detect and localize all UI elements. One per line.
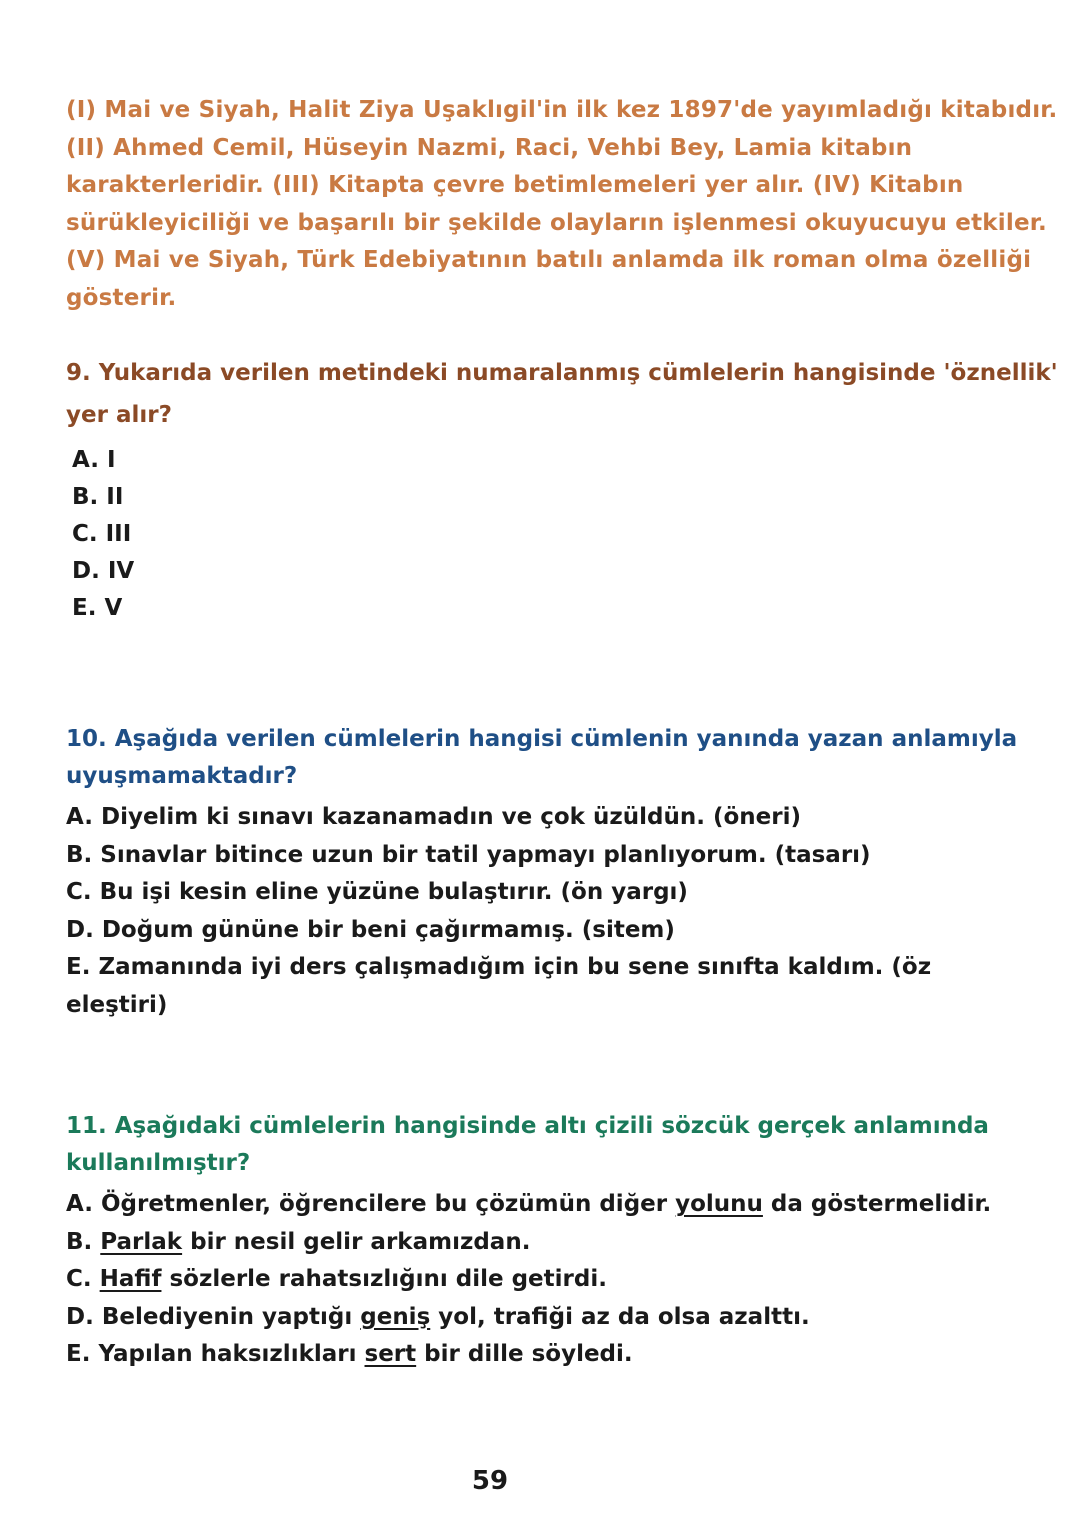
question-10-stem bbox=[66, 721, 1026, 795]
option-text: sözlerle rahatsızlığını dile getirdi. bbox=[161, 1266, 607, 1292]
option-text: C. bbox=[66, 1266, 100, 1292]
option-c bbox=[66, 1261, 1026, 1299]
option-d: D. IV bbox=[72, 558, 135, 584]
option-a: A. Diyelim ki sınavı kazanamadın ve çok üzüldün. (öneri) bbox=[66, 804, 801, 830]
question-stem-line: kullanılmıştır? bbox=[66, 1150, 251, 1176]
question-10 bbox=[66, 721, 1026, 1024]
question-11-stem bbox=[66, 1108, 1026, 1182]
option-e: E. V bbox=[72, 595, 123, 621]
question-stem-line: 11. Aşağıdaki cümlelerin hangisinde altı çizili sözcük gerçek anlamında bbox=[66, 1113, 989, 1139]
underlined-word: geniş bbox=[360, 1303, 431, 1330]
passage-line: (V) Mai ve Siyah, Türk Edebiyatının batılı anlamda ilk roman olma özelliği bbox=[66, 247, 1032, 273]
option-e bbox=[66, 1336, 1026, 1374]
underlined-word: Parlak bbox=[100, 1228, 183, 1255]
option-text: bir nesil gelir arkamızdan. bbox=[182, 1228, 531, 1255]
question-11 bbox=[66, 1108, 1026, 1374]
question-stem-line: 10. Aşağıda verilen cümlelerin hangisi cümlenin yanında yazan anlamıyla bbox=[66, 726, 1018, 752]
question-10-options bbox=[66, 799, 1026, 1024]
option-b: B. Sınavlar bitince uzun bir tatil yapmayı planlıyorum. (tasarı) bbox=[66, 841, 871, 868]
option-text: A. Öğretmenler, öğrencilere bu çözümün diğer bbox=[66, 1191, 676, 1217]
question-stem-line: uyuşmamaktadır? bbox=[66, 763, 298, 789]
option-a bbox=[66, 1186, 1026, 1224]
option-text: da göstermelidir. bbox=[762, 1191, 992, 1217]
option-c: C. Bu işi kesin eline yüzüne bulaştırır. (ön yargı) bbox=[66, 879, 688, 905]
underlined-word: yolunu bbox=[675, 1191, 763, 1217]
question-stem-line: 9. Yukarıda verilen metindeki numaralanmış cümlelerin hangisinde 'öznellik' bbox=[66, 360, 1058, 386]
option-text: D. Belediyenin yaptığı bbox=[66, 1303, 361, 1330]
option-text: B. bbox=[66, 1228, 101, 1255]
underlined-word: Hafif bbox=[99, 1266, 162, 1292]
option-c: C. III bbox=[72, 521, 132, 547]
option-text: bir dille söyledi. bbox=[416, 1341, 633, 1367]
page-number: 59 bbox=[471, 1466, 509, 1496]
passage-line: karakterleridir. (III) Kitapta çevre betimlemeleri yer alır. (IV) Kitabın bbox=[66, 172, 964, 198]
option-text: E. Yapılan haksızlıkları bbox=[66, 1341, 365, 1367]
question-11-options bbox=[66, 1186, 1026, 1374]
option-d bbox=[66, 1299, 1026, 1337]
option-e-continued: eleştiri) bbox=[66, 991, 168, 1018]
option-d: D. Doğum gününe bir beni çağırmamış. (sitem) bbox=[66, 916, 675, 943]
passage-line: (I) Mai ve Siyah, Halit Ziya Uşaklıgil'in ilk kez 1897'de yayımladığı kitabıdır. bbox=[66, 97, 1058, 123]
option-e: E. Zamanında iyi ders çalışmadığım için bu sene sınıfta kaldım. (öz bbox=[66, 954, 932, 980]
question-9 bbox=[66, 352, 1058, 627]
option-b bbox=[66, 1224, 1026, 1262]
underlined-word: sert bbox=[364, 1341, 417, 1367]
passage-line: sürükleyiciliği ve başarılı bir şekilde olayların işlenmesi okuyucuyu etkiler. bbox=[66, 209, 1047, 236]
option-a: A. I bbox=[72, 447, 116, 473]
passage-text bbox=[66, 92, 1058, 317]
question-stem-line: yer alır? bbox=[66, 402, 172, 428]
question-9-stem bbox=[66, 352, 1058, 436]
passage-line: (II) Ahmed Cemil, Hüseyin Nazmi, Raci, Vehbi Bey, Lamia kitabın bbox=[66, 134, 913, 161]
option-b: B. II bbox=[72, 484, 124, 510]
question-9-options bbox=[72, 442, 1026, 627]
passage-line: gösterir. bbox=[66, 284, 177, 311]
option-text: yol, trafiği az da olsa azalttı. bbox=[430, 1303, 810, 1330]
